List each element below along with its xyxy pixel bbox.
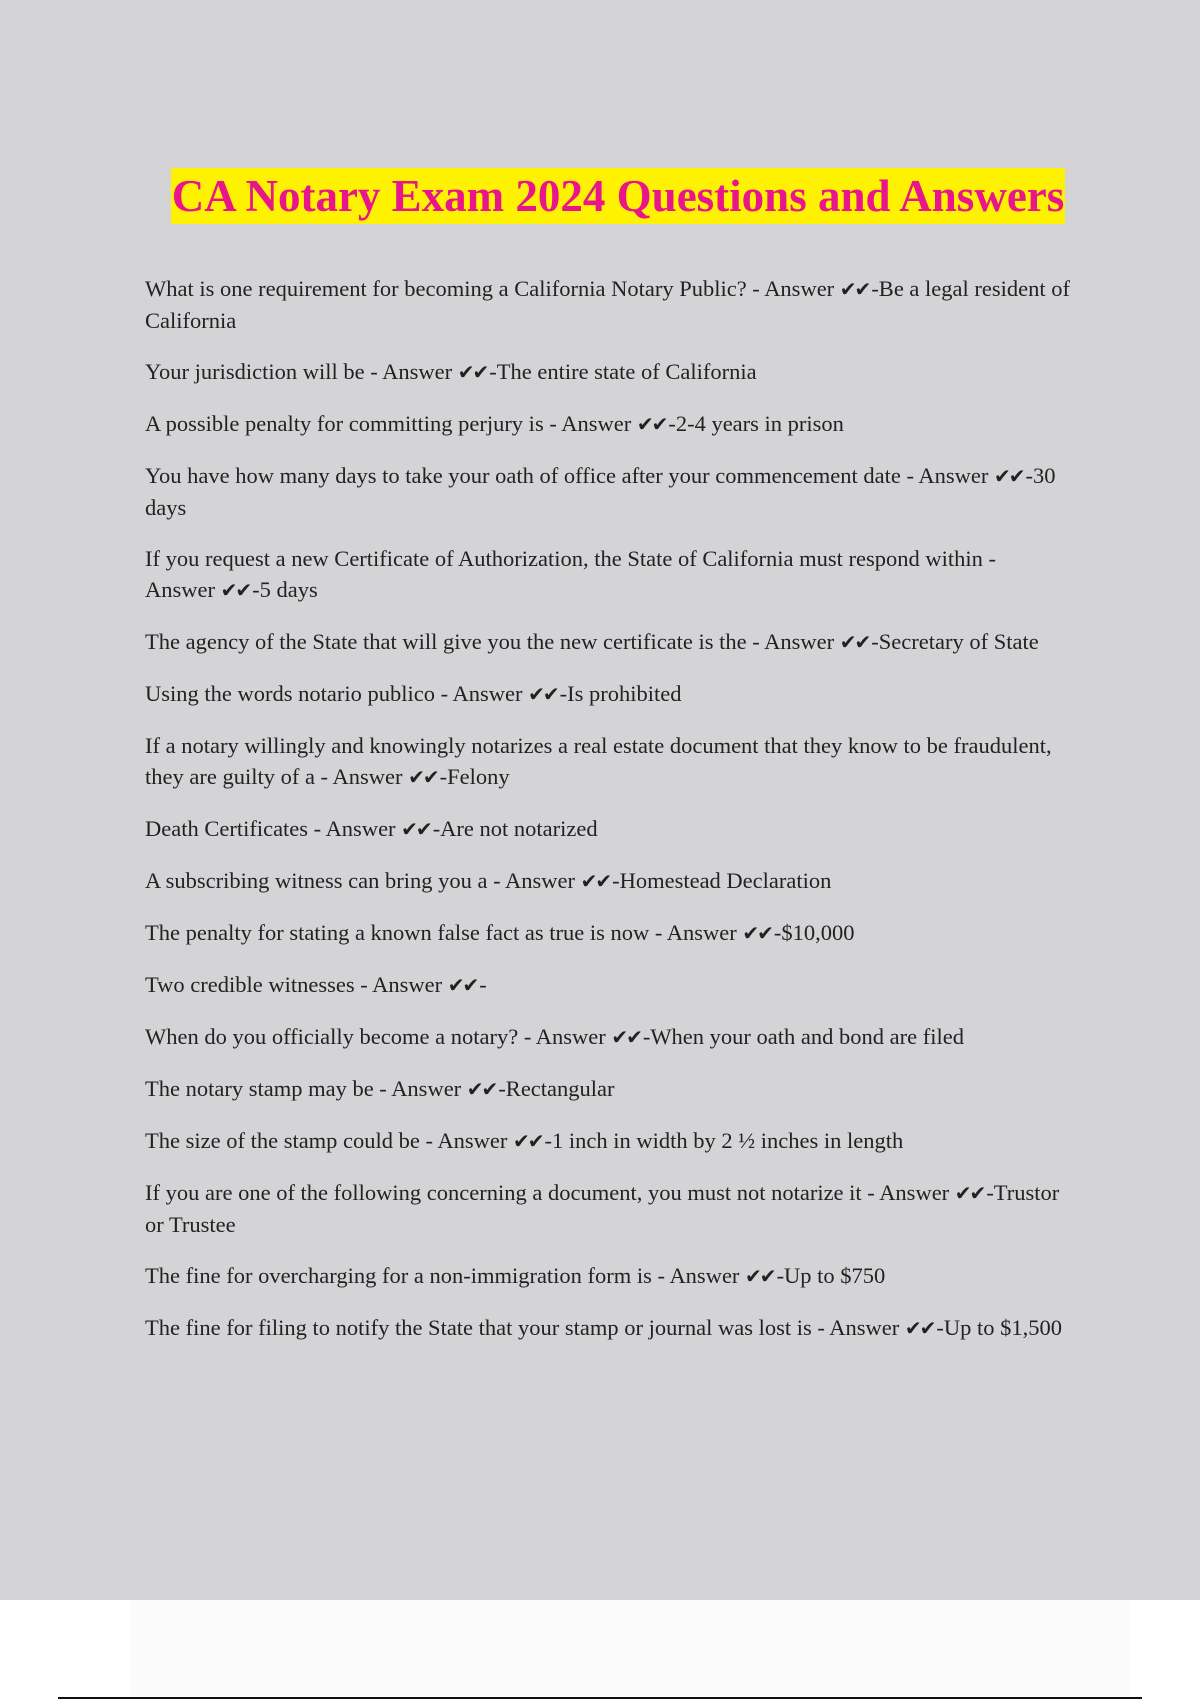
qa-item	[145, 408, 1070, 440]
answer-text: -$10,000	[773, 920, 855, 945]
answer-marker: Answer	[535, 1024, 606, 1049]
answer-marker: Answer	[145, 577, 215, 602]
answer-marker: Answer	[504, 868, 575, 893]
question-text: If you are one of the following concerning a document, you must not notarize it -	[145, 1180, 880, 1205]
answer-marker: Answer	[391, 1076, 462, 1101]
double-check-icon: ✔✔	[636, 412, 667, 436]
answer-text: -	[479, 972, 487, 997]
answer-text: -1 inch in width by 2 ½ inches in length	[544, 1128, 904, 1153]
answer-marker: Answer	[372, 972, 443, 997]
qa-item	[145, 1177, 1070, 1240]
double-check-icon: ✔✔	[513, 1129, 543, 1153]
double-check-icon: ✔✔	[580, 869, 611, 893]
double-check-icon: ✔✔	[839, 277, 870, 301]
qa-item	[145, 813, 1070, 845]
qa-item	[145, 626, 1070, 658]
qa-item	[145, 730, 1070, 793]
answer-marker: Answer	[437, 1128, 508, 1153]
qa-item	[145, 865, 1070, 897]
answer-marker: Answer	[382, 359, 453, 384]
qa-item	[145, 460, 1070, 523]
answer-marker: Answer	[452, 681, 523, 706]
answer-marker: Answer	[764, 629, 835, 654]
title-container	[0, 168, 1200, 224]
qa-list	[145, 273, 1070, 1364]
qa-item	[145, 273, 1070, 336]
answer-marker: Answer	[332, 764, 403, 789]
page-footer-area	[130, 1600, 1130, 1696]
double-check-icon: ✔✔	[220, 578, 251, 602]
qa-item	[145, 356, 1070, 388]
answer-marker: Answer	[561, 411, 632, 436]
double-check-icon: ✔✔	[745, 1264, 775, 1288]
answer-text: -Up to $1,500	[936, 1315, 1063, 1340]
answer-text: -5 days	[252, 577, 318, 602]
double-check-icon: ✔✔	[457, 360, 488, 384]
question-text: If a notary willingly and knowingly notarizes a real estate document that they know to be fraudulent, they are guilty of a -	[145, 733, 1052, 789]
answer-text: -Secretary of State	[871, 629, 1039, 654]
qa-item	[145, 678, 1070, 710]
qa-item	[145, 969, 1070, 1001]
question-text: Death Certificates -	[145, 816, 326, 841]
question-text: The fine for overcharging for a non-immigration form is -	[145, 1263, 670, 1288]
answer-text: -Trustor or Trustee	[145, 1180, 1060, 1237]
answer-text: -Homestead Declaration	[612, 868, 832, 893]
question-text: What is one requirement for becoming a California Notary Public? -	[145, 276, 765, 301]
question-text: You have how many days to take your oath of office after your commencement date -	[145, 463, 919, 488]
double-check-icon: ✔✔	[466, 1077, 497, 1101]
qa-item	[145, 917, 1070, 949]
answer-marker: Answer	[829, 1315, 900, 1340]
question-text: A possible penalty for committing perjury is -	[145, 411, 562, 436]
question-text: The penalty for stating a known false fact as true is now -	[145, 920, 667, 945]
answer-marker: Answer	[879, 1180, 950, 1205]
answer-text: -The entire state of California	[489, 359, 757, 384]
double-check-icon: ✔✔	[528, 682, 558, 706]
qa-item	[145, 1260, 1070, 1292]
answer-text: -Rectangular	[498, 1076, 615, 1101]
answer-text: -2-4 years in prison	[668, 411, 844, 436]
answer-text: -Be a legal resident of California	[145, 276, 1070, 333]
question-text: Two credible witnesses -	[145, 972, 373, 997]
double-check-icon: ✔✔	[839, 630, 870, 654]
double-check-icon: ✔✔	[447, 973, 478, 997]
question-text: A subscribing witness can bring you a -	[145, 868, 505, 893]
qa-item	[145, 1073, 1070, 1105]
question-text: The size of the stamp could be -	[145, 1128, 438, 1153]
question-text: Using the words notario publico -	[145, 681, 453, 706]
answer-marker: Answer	[764, 276, 835, 301]
answer-text: -Are not notarized	[432, 816, 598, 841]
double-check-icon: ✔✔	[611, 1025, 641, 1049]
answer-marker: Answer	[666, 920, 737, 945]
qa-item	[145, 543, 1070, 606]
question-text: The fine for filing to notify the State that your stamp or journal was lost is -	[145, 1315, 830, 1340]
page-title: CA Notary Exam 2024 Questions and Answers	[171, 168, 1066, 224]
double-check-icon: ✔✔	[993, 464, 1024, 488]
answer-text: -Is prohibited	[559, 681, 682, 706]
answer-text: -Up to $750	[776, 1263, 886, 1288]
answer-text: -When your oath and bond are filed	[642, 1024, 964, 1049]
double-check-icon: ✔✔	[742, 921, 772, 945]
qa-item	[145, 1125, 1070, 1157]
answer-text: -Felony	[439, 764, 510, 789]
question-text: When do you officially become a notary? -	[145, 1024, 536, 1049]
double-check-icon: ✔✔	[904, 1316, 935, 1340]
answer-marker: Answer	[325, 816, 396, 841]
footer-divider	[58, 1697, 1142, 1699]
qa-item	[145, 1021, 1070, 1053]
answer-marker: Answer	[918, 463, 989, 488]
question-text: The notary stamp may be -	[145, 1076, 392, 1101]
qa-item	[145, 1312, 1070, 1344]
double-check-icon: ✔✔	[954, 1181, 985, 1205]
double-check-icon: ✔✔	[408, 765, 438, 789]
question-text: If you request a new Certificate of Authorization, the State of California must respond within -	[145, 546, 997, 571]
answer-marker: Answer	[669, 1263, 740, 1288]
question-text: The agency of the State that will give you the new certificate is the -	[145, 629, 765, 654]
double-check-icon: ✔✔	[401, 817, 431, 841]
question-text: Your jurisdiction will be -	[145, 359, 383, 384]
answer-text: -30 days	[145, 463, 1056, 520]
